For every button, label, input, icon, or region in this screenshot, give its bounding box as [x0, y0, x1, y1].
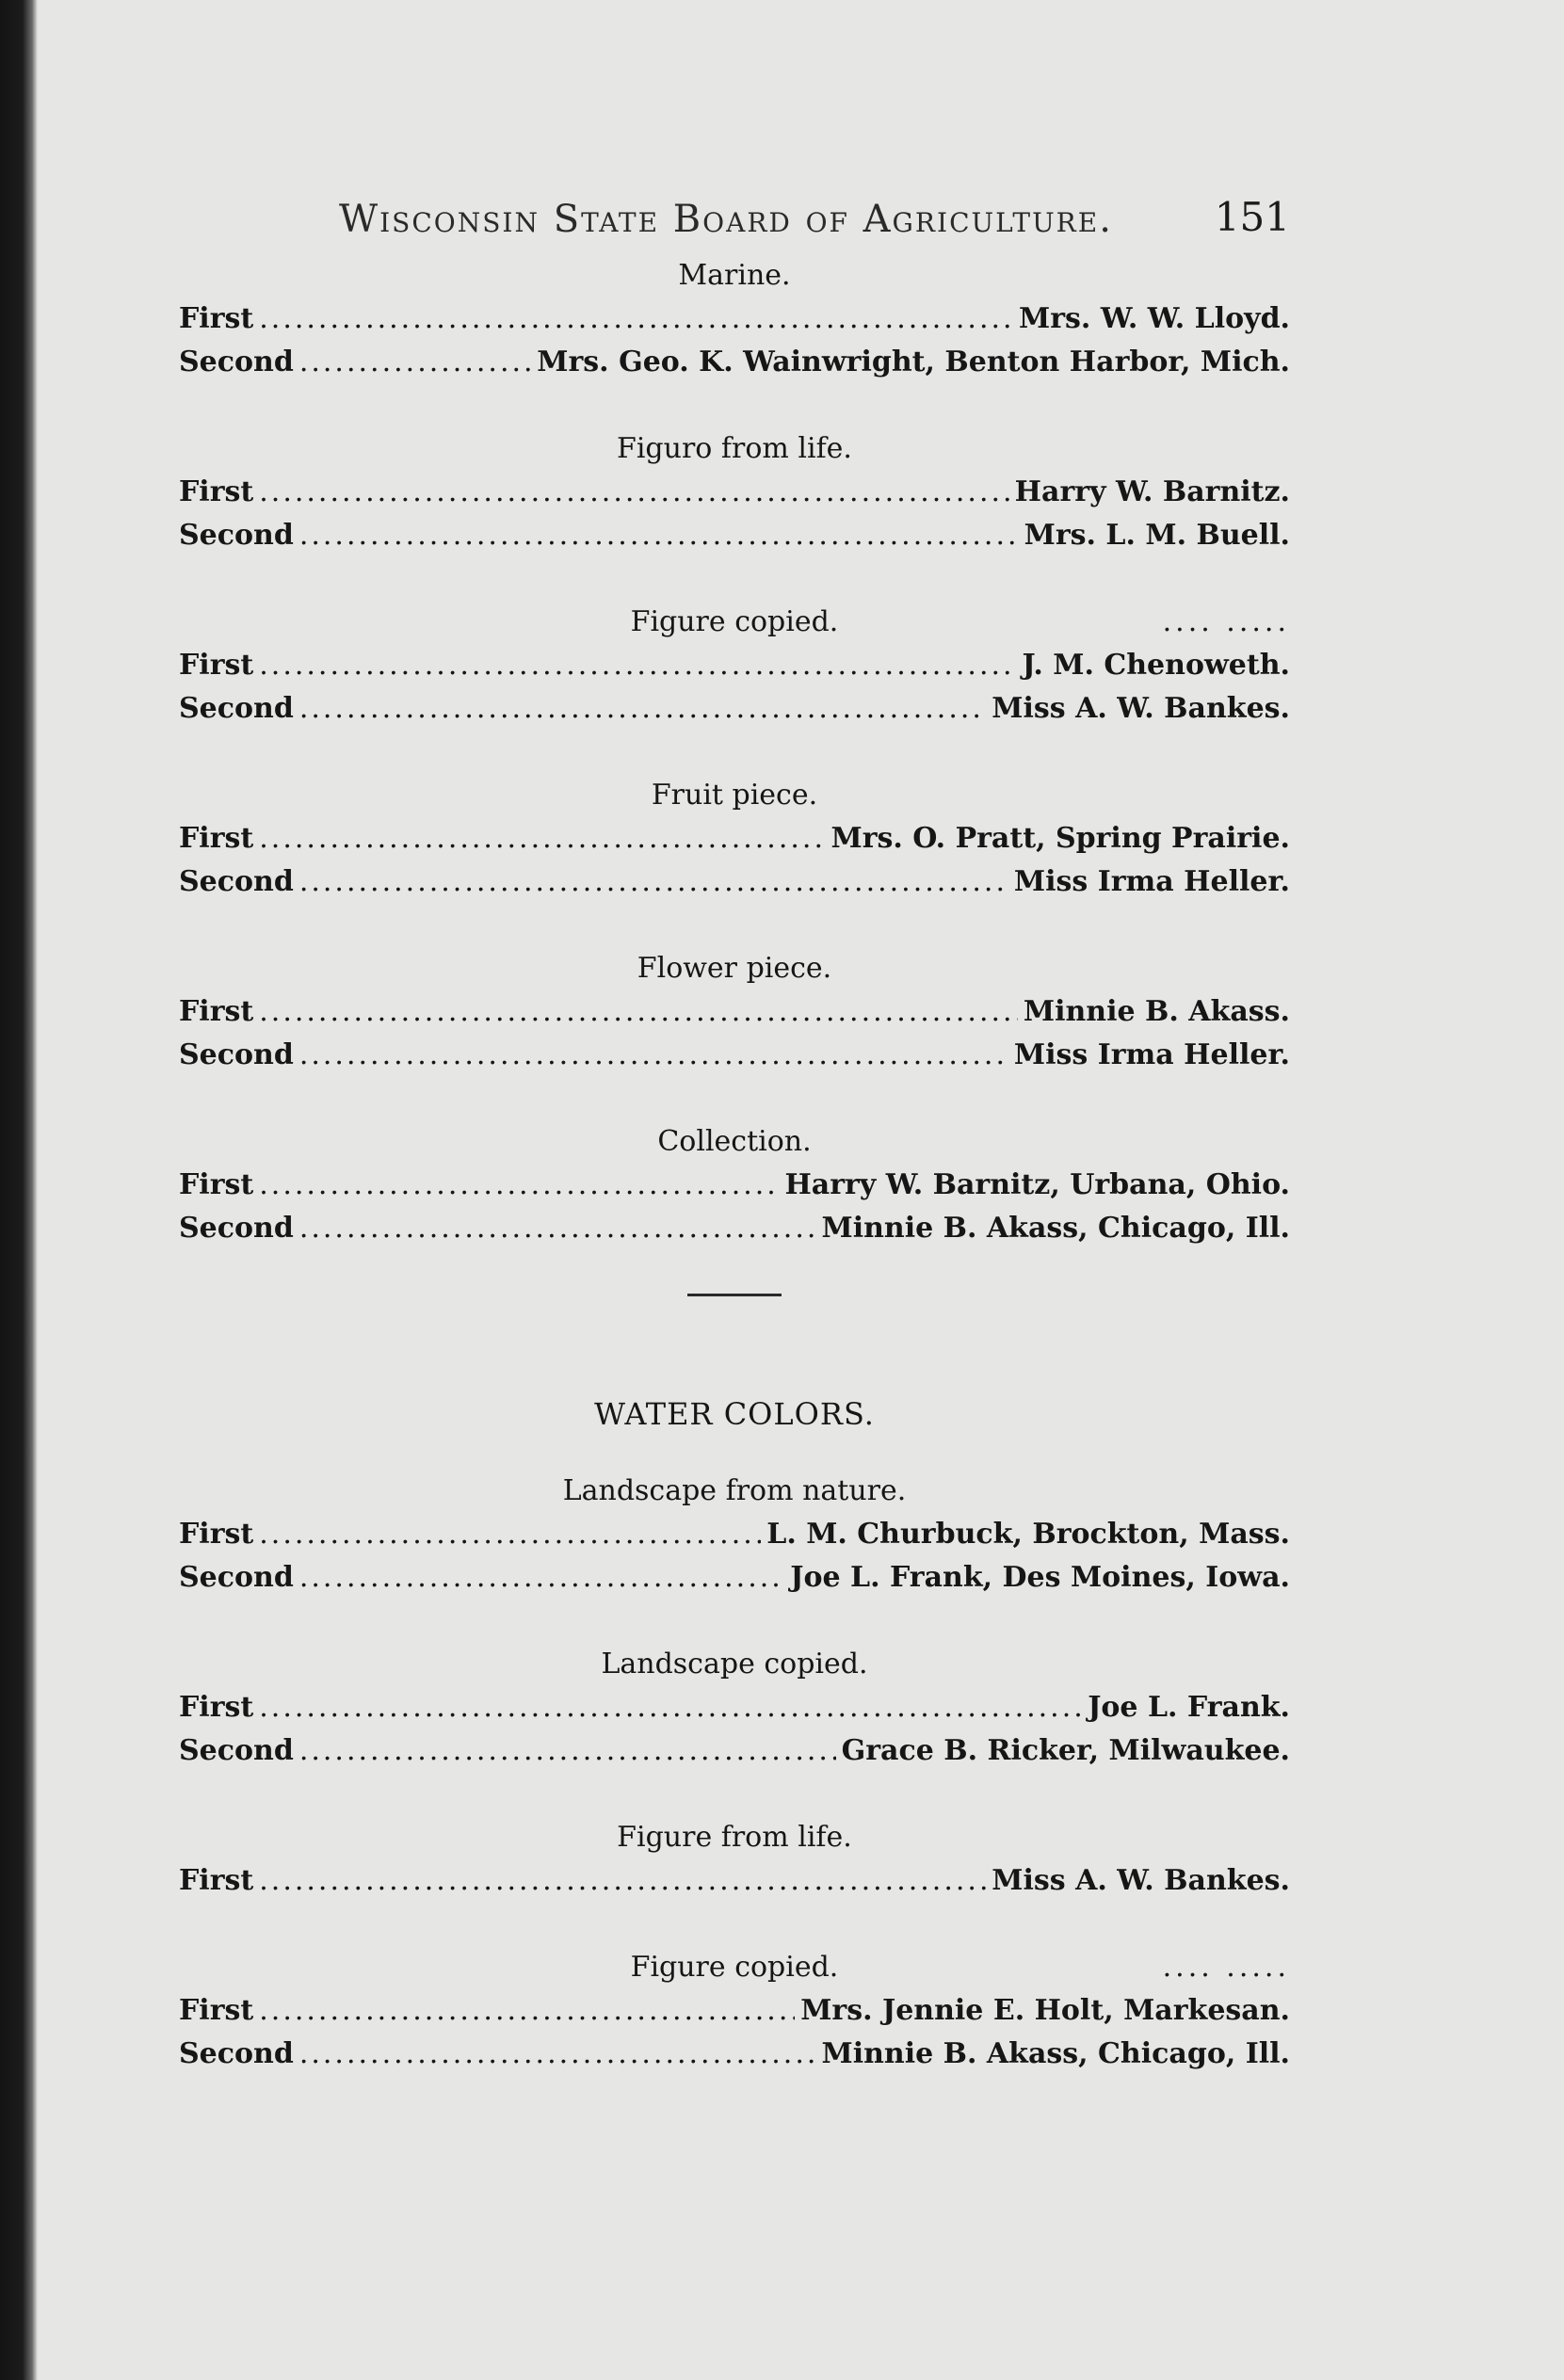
award-row	[179, 860, 1290, 904]
category-title: Marine.	[678, 259, 791, 292]
running-head	[179, 188, 1290, 254]
award-winner: Mrs. O. Pratt, Spring Prairie.	[830, 822, 1290, 855]
stray-dots: .... .....	[1162, 605, 1290, 638]
category-heading	[179, 601, 1290, 644]
category-heading	[179, 1946, 1290, 1989]
award-category	[179, 947, 1290, 1077]
dot-leader	[259, 1164, 779, 1207]
award-row	[179, 514, 1290, 557]
category-title: Landscape copied.	[601, 1648, 868, 1680]
award-row	[179, 644, 1290, 687]
dot-leader	[299, 687, 986, 731]
award-winner: Mrs. Geo. K. Wainwright, Benton Harbor, Mich.	[537, 346, 1290, 378]
category-heading	[179, 1816, 1290, 1859]
award-row	[179, 687, 1290, 731]
category-title: Figure copied.	[630, 605, 839, 638]
award-place: Second	[179, 692, 294, 725]
award-place: First	[179, 1518, 254, 1551]
running-title: Wisconsin State Board of Agriculture.	[339, 198, 1113, 241]
award-place: First	[179, 1864, 254, 1897]
category-heading	[179, 1643, 1290, 1686]
award-winner: Mrs. L. M. Buell.	[1024, 519, 1290, 552]
dot-leader	[259, 471, 1008, 514]
award-winner: Mrs. Jennie E. Holt, Markesan.	[800, 1994, 1290, 2027]
book-spine-shadow	[0, 0, 38, 2380]
award-category	[179, 1120, 1290, 1250]
category-title: Figure copied.	[630, 1951, 839, 1984]
award-category	[179, 601, 1290, 731]
dot-leader	[259, 1513, 761, 1556]
award-place: First	[179, 649, 254, 682]
award-row	[179, 1556, 1290, 1600]
award-winner: Minnie B. Akass, Chicago, Ill.	[821, 1212, 1290, 1245]
dot-leader	[259, 1859, 986, 1903]
award-place: Second	[179, 519, 294, 552]
award-category	[179, 427, 1290, 557]
award-row	[179, 1513, 1290, 1556]
page-number: 151	[1214, 194, 1290, 240]
award-place: Second	[179, 865, 294, 898]
award-category	[179, 1470, 1290, 1600]
category-title: Fruit piece.	[651, 779, 818, 812]
award-place: Second	[179, 1038, 294, 1071]
award-row	[179, 471, 1290, 514]
dot-leader	[299, 1729, 836, 1773]
category-title: Figuro from life.	[617, 432, 852, 465]
award-winner: Harry W. Barnitz, Urbana, Ohio.	[784, 1168, 1290, 1201]
award-place: Second	[179, 2037, 294, 2070]
award-place: First	[179, 1168, 254, 1201]
award-place: Second	[179, 1212, 294, 1245]
section-title-water-colors: WATER COLORS.	[594, 1396, 875, 1432]
dot-leader	[299, 1207, 816, 1250]
award-winner: Mrs. W. W. Lloyd.	[1019, 302, 1290, 335]
award-row	[179, 341, 1290, 384]
award-place: First	[179, 1691, 254, 1724]
award-category	[179, 1816, 1290, 1903]
dot-leader	[259, 1989, 795, 2033]
stray-dots: .... .....	[1162, 1951, 1290, 1984]
award-winner: Harry W. Barnitz.	[1014, 475, 1290, 508]
award-row	[179, 298, 1290, 341]
award-winner: Miss Irma Heller.	[1013, 865, 1290, 898]
category-heading	[179, 427, 1290, 471]
award-winner: J. M. Chenoweth.	[1022, 649, 1290, 682]
award-row	[179, 1989, 1290, 2033]
dot-leader	[299, 2033, 816, 2076]
award-winner: Minnie B. Akass.	[1023, 995, 1290, 1028]
oil-painting-awards	[179, 254, 1290, 1250]
category-heading	[179, 1470, 1290, 1513]
award-row	[179, 990, 1290, 1034]
dot-leader	[259, 298, 1013, 341]
category-heading	[179, 1120, 1290, 1164]
award-place: First	[179, 302, 254, 335]
award-category	[179, 1946, 1290, 2076]
award-place: First	[179, 475, 254, 508]
award-row	[179, 1686, 1290, 1729]
award-place: First	[179, 822, 254, 855]
award-place: First	[179, 995, 254, 1028]
dot-leader	[259, 644, 1016, 687]
category-title: Landscape from nature.	[562, 1474, 907, 1507]
award-winner: Miss Irma Heller.	[1013, 1038, 1290, 1071]
award-row	[179, 1164, 1290, 1207]
award-winner: Joe L. Frank, Des Moines, Iowa.	[790, 1561, 1290, 1594]
award-place: First	[179, 1994, 254, 2027]
award-place: Second	[179, 1561, 294, 1594]
dot-leader	[259, 1686, 1082, 1729]
award-row	[179, 1207, 1290, 1250]
award-place: Second	[179, 1734, 294, 1767]
category-title: Flower piece.	[637, 952, 832, 985]
dot-leader	[299, 1556, 784, 1600]
category-heading	[179, 947, 1290, 990]
award-category	[179, 1643, 1290, 1773]
award-row	[179, 1034, 1290, 1077]
award-row	[179, 1729, 1290, 1773]
award-winner: Joe L. Frank.	[1088, 1691, 1290, 1724]
dot-leader	[299, 341, 531, 384]
water-color-awards	[179, 1470, 1290, 2076]
dot-leader	[299, 514, 1019, 557]
award-winner: Miss A. W. Bankes.	[992, 692, 1290, 725]
category-heading	[179, 774, 1290, 817]
award-winner: L. M. Churbuck, Brockton, Mass.	[766, 1518, 1290, 1551]
category-title: Figure from life.	[617, 1821, 852, 1854]
dot-leader	[259, 817, 825, 860]
book-page	[179, 188, 1290, 2119]
award-row	[179, 817, 1290, 860]
award-category	[179, 254, 1290, 384]
award-place: Second	[179, 346, 294, 378]
section-divider	[687, 1294, 782, 1296]
award-row	[179, 2033, 1290, 2076]
award-category	[179, 774, 1290, 904]
dot-leader	[299, 1034, 1008, 1077]
category-title: Collection.	[657, 1125, 812, 1158]
award-winner: Grace B. Ricker, Milwaukee.	[841, 1734, 1290, 1767]
award-winner: Minnie B. Akass, Chicago, Ill.	[821, 2037, 1290, 2070]
dot-leader	[259, 990, 1018, 1034]
dot-leader	[299, 860, 1008, 904]
category-heading	[179, 254, 1290, 298]
award-winner: Miss A. W. Bankes.	[992, 1864, 1290, 1897]
award-row	[179, 1859, 1290, 1903]
